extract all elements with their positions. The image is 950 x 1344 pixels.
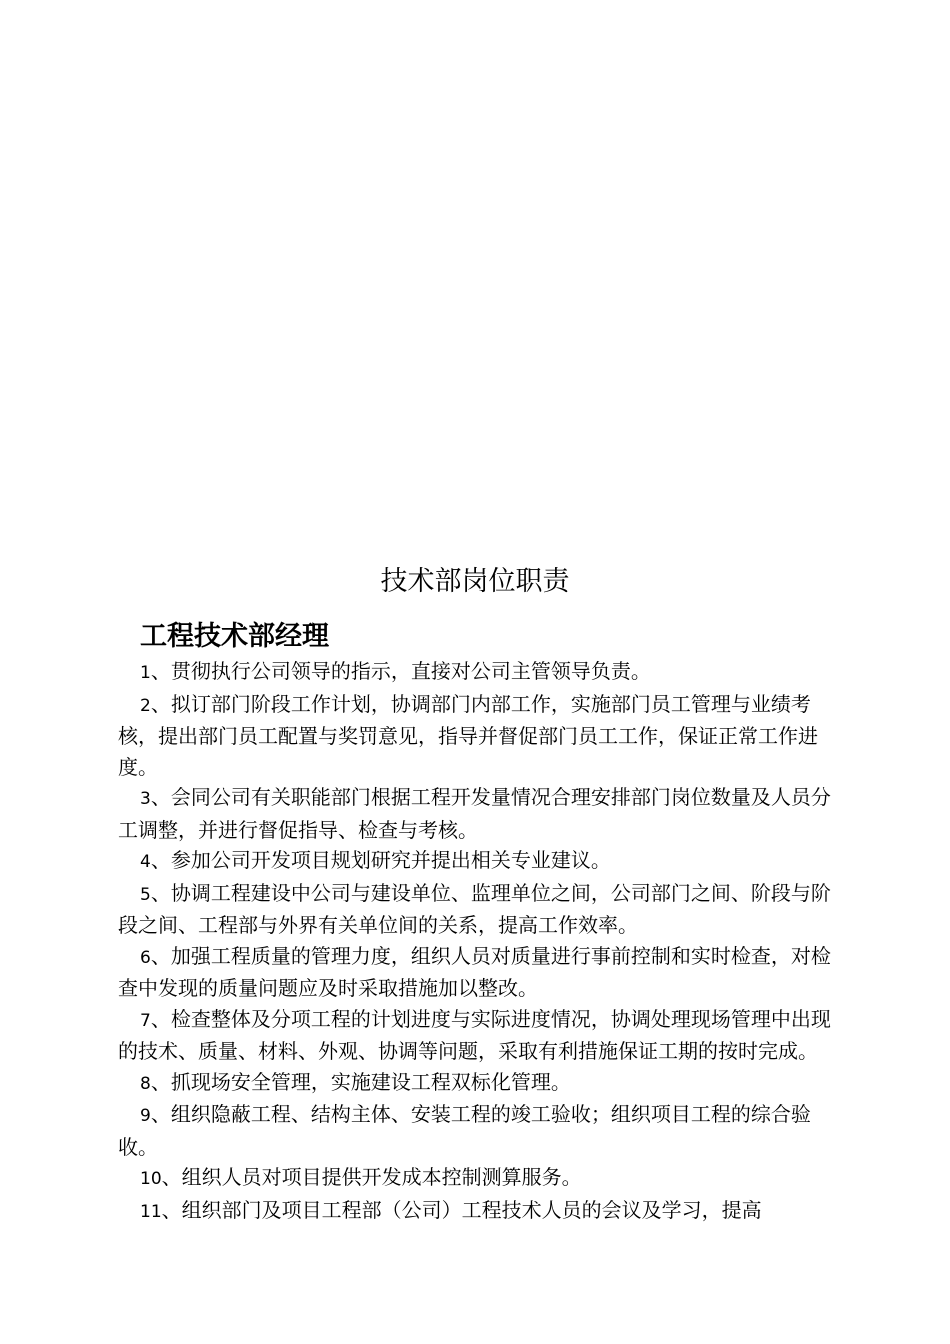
- duty-number: 10: [140, 1169, 162, 1189]
- duty-text: 、抓现场安全管理，实施建设工程双标化管理。: [150, 1069, 571, 1094]
- duty-number: 3: [140, 789, 151, 809]
- duty-item: [118, 941, 843, 1004]
- duty-text: 、会同公司有关职能部门根据工程开发量情况合理安排部门岗位数量及人员分工调整，并进行督促指导、检查与考核。: [118, 785, 831, 842]
- duty-text: 、加强工程质量的管理力度，组织人员对质量进行事前控制和实时检查，对检查中发现的质量问题应及时采取措施加以整改。: [118, 943, 831, 1000]
- duty-number: 6: [140, 947, 151, 968]
- duty-item: [118, 845, 843, 878]
- duty-text: 、检查整体及分项工程的计划进度与实际进度情况，协调处理现场管理中出现的技术、质量、材料、外观、协调等问题，采取有利措施保证工期的按时完成。: [118, 1006, 831, 1063]
- duty-text: 、组织人员对项目提供开发成本控制测算服务。: [161, 1165, 582, 1189]
- duty-item: [118, 782, 843, 845]
- duty-number: 7: [140, 1010, 151, 1031]
- duty-list: [118, 656, 843, 1227]
- duty-item: [118, 878, 843, 941]
- duty-item: [118, 656, 843, 689]
- duty-text: 、组织隐蔽工程、结构主体、安装工程的竣工验收；组织项目工程的综合验收。: [118, 1102, 811, 1159]
- duty-text: 、协调工程建设中公司与建设单位、监理单位之间，公司部门之间、阶段与阶段之间、工程部与外界有关单位间的关系，提高工作效率。: [118, 880, 831, 937]
- section-heading: 工程技术部经理: [140, 621, 329, 652]
- duty-item: [118, 1195, 843, 1228]
- duty-number: 4: [140, 852, 151, 872]
- duty-number: 1: [140, 663, 151, 683]
- duty-text: 、贯彻执行公司领导的指示，直接对公司主管领导负责。: [150, 659, 651, 683]
- duty-item: [118, 689, 843, 783]
- duty-number: 9: [140, 1106, 151, 1126]
- duty-number: 11: [140, 1201, 162, 1222]
- duty-text: 、组织部门及项目工程部（公司）工程技术人员的会议及学习，提高: [161, 1197, 762, 1222]
- duty-item: [118, 1099, 843, 1162]
- duty-number: 5: [140, 884, 151, 905]
- duty-item: [118, 1067, 843, 1100]
- duty-number: 2: [140, 695, 151, 716]
- duty-number: 8: [140, 1073, 151, 1094]
- duty-text: 、拟订部门阶段工作计划，协调部门内部工作，实施部门员工管理与业绩考核，提出部门员工配置与奖罚意见，指导并督促部门员工工作，保证正常工作进度。: [118, 691, 818, 779]
- duty-item: [118, 1004, 843, 1067]
- duty-item: [118, 1162, 843, 1195]
- duty-text: 、参加公司开发项目规划研究并提出相关专业建议。: [150, 848, 611, 872]
- document-title: 技术部岗位职责: [380, 566, 570, 597]
